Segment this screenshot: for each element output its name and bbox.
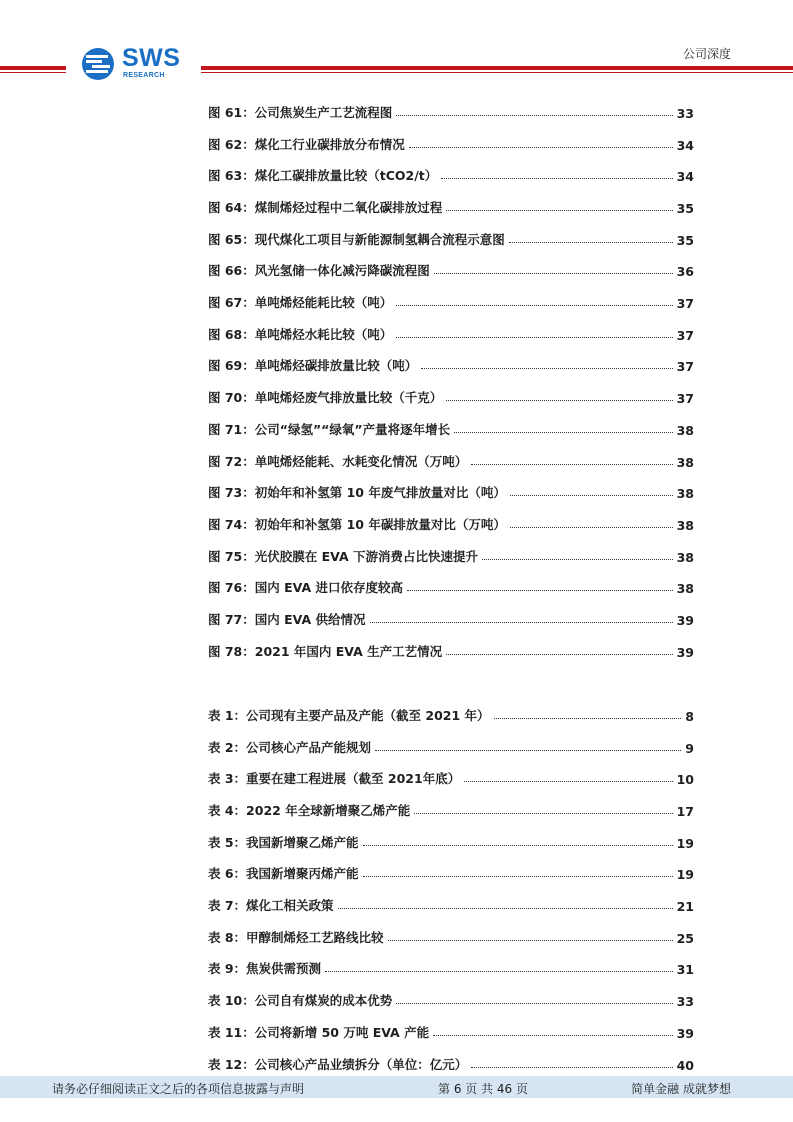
toc-page-number: 40 [676, 1058, 694, 1073]
leader-dots [407, 589, 673, 591]
toc-label: 图 68：单吨烯烃水耗比较（吨） [208, 327, 393, 342]
toc-label: 表 11：公司将新增 50 万吨 EVA 产能 [208, 1025, 430, 1040]
toc-label: 表 6：我国新增聚丙烯产能 [208, 866, 359, 881]
toc-label: 图 61：公司焦炭生产工艺流程图 [208, 105, 393, 120]
toc-page-number: 38 [676, 550, 694, 565]
toc-row[interactable] [208, 1021, 694, 1041]
leader-dots [396, 336, 672, 338]
toc-page-number: 37 [676, 391, 694, 406]
toc-row[interactable] [208, 576, 694, 596]
leader-dots [363, 844, 673, 846]
toc-label: 图 70：单吨烯烃废气排放量比较（千克） [208, 390, 443, 405]
toc-page-number: 35 [676, 201, 694, 216]
toc-page-number: 34 [676, 138, 694, 153]
leader-dots [510, 526, 673, 528]
footer-slogan: 简单金融 成就梦想 [631, 1082, 731, 1096]
toc-label: 表 5：我国新增聚乙烯产能 [208, 835, 359, 850]
toc-label: 图 67：单吨烯烃能耗比较（吨） [208, 295, 393, 310]
toc-label: 图 74：初始年和补氢第 10 年碳排放量对比（万吨） [208, 517, 506, 532]
leader-dots [370, 621, 673, 623]
leader-dots [338, 907, 673, 909]
toc-row[interactable] [208, 386, 694, 406]
logo-text: SWS [122, 44, 181, 72]
toc-label: 图 65：现代煤化工项目与新能源制氢耦合流程示意图 [208, 232, 505, 247]
toc-page-number: 31 [676, 962, 694, 977]
toc-page-number: 38 [676, 486, 694, 501]
toc-label: 表 8：甲醇制烯烃工艺路线比较 [208, 930, 384, 945]
leader-dots [509, 241, 673, 243]
toc-label: 图 75：光伏胶膜在 EVA 下游消费占比快速提升 [208, 549, 478, 564]
toc-row[interactable] [208, 133, 694, 153]
toc-label: 表 3：重要在建工程进展（截至 2021年底） [208, 771, 461, 786]
toc-page-number: 21 [676, 899, 694, 914]
leader-dots [471, 463, 672, 465]
toc-label: 图 69：单吨烯烃碳排放量比较（吨） [208, 358, 418, 373]
toc-row[interactable] [208, 767, 694, 787]
toc-label: 表 9：焦炭供需预测 [208, 961, 322, 976]
leader-dots [325, 970, 673, 972]
toc-row[interactable] [208, 862, 694, 882]
toc-row[interactable] [208, 608, 694, 628]
header-rule-left [0, 66, 66, 70]
footer-page-info: 第 6 页 共 46 页 [438, 1082, 528, 1096]
leader-dots [396, 304, 672, 306]
toc-label: 图 73：初始年和补氢第 10 年废气排放量对比（吨） [208, 485, 506, 500]
toc-row[interactable] [208, 545, 694, 565]
leader-dots [363, 875, 673, 877]
toc-row[interactable] [208, 164, 694, 184]
toc-page-number: 33 [676, 994, 694, 1009]
toc-page-number: 37 [676, 328, 694, 343]
toc-page-number: 33 [676, 106, 694, 121]
toc-label: 表 12：公司核心产品业绩拆分（单位：亿元） [208, 1057, 468, 1072]
leader-dots [482, 558, 673, 560]
toc-page-number: 36 [676, 264, 694, 279]
leader-dots [388, 939, 673, 941]
toc-page-number: 8 [685, 709, 694, 724]
toc-page-number: 9 [685, 741, 694, 756]
toc-row[interactable] [208, 291, 694, 311]
toc-row[interactable] [208, 450, 694, 470]
leader-dots [396, 114, 672, 116]
leader-dots [433, 1034, 673, 1036]
leader-dots [434, 272, 673, 274]
toc-page-number: 39 [676, 645, 694, 660]
leader-dots [396, 1002, 672, 1004]
toc-row[interactable] [208, 323, 694, 343]
sws-logo-icon [80, 46, 116, 82]
header-rule-right-thin [201, 72, 793, 73]
leader-dots [494, 717, 682, 719]
toc-page-number: 38 [676, 581, 694, 596]
toc-label: 图 76：国内 EVA 进口依存度较高 [208, 580, 403, 595]
toc-row[interactable] [208, 704, 694, 724]
toc-row[interactable] [208, 101, 694, 121]
toc-row[interactable] [208, 957, 694, 977]
leader-dots [441, 177, 672, 179]
leader-dots [510, 494, 673, 496]
toc-label: 图 71：公司“绿氢”“绿氧”产量将逐年增长 [208, 422, 451, 437]
header-rule-right [201, 66, 793, 70]
toc-page-number: 17 [676, 804, 694, 819]
toc-row[interactable] [208, 640, 694, 660]
sws-logo [80, 44, 192, 80]
leader-dots [471, 1066, 672, 1068]
toc-label: 图 64：煤制烯烃过程中二氧化碳排放过程 [208, 200, 443, 215]
toc-page-number: 37 [676, 296, 694, 311]
toc-page-number: 25 [676, 931, 694, 946]
toc-label: 图 63：煤化工碳排放量比较（tCO2/t） [208, 168, 438, 183]
leader-dots [421, 367, 672, 369]
page-footer [0, 1076, 793, 1098]
toc-row[interactable] [208, 418, 694, 438]
toc-label: 表 10：公司自有煤炭的成本优势 [208, 993, 393, 1008]
toc-label: 表 7：煤化工相关政策 [208, 898, 334, 913]
toc-page-number: 38 [676, 518, 694, 533]
toc-row[interactable] [208, 989, 694, 1009]
toc-row[interactable] [208, 259, 694, 279]
toc-row[interactable] [208, 736, 694, 756]
toc-page-number: 10 [676, 772, 694, 787]
leader-dots [446, 399, 672, 401]
leader-dots [414, 812, 672, 814]
toc-page-number: 34 [676, 169, 694, 184]
toc-page-number: 39 [676, 1026, 694, 1041]
leader-dots [409, 146, 673, 148]
toc-page-number: 35 [676, 233, 694, 248]
toc-label: 表 4：2022 年全球新增聚乙烯产能 [208, 803, 411, 818]
toc-label: 图 78：2021 年国内 EVA 生产工艺情况 [208, 644, 443, 659]
toc-row[interactable] [208, 513, 694, 533]
toc-page-number: 38 [676, 423, 694, 438]
report-type-tag: 公司深度 [682, 47, 731, 61]
toc-row[interactable] [208, 1053, 694, 1073]
toc-row[interactable] [208, 481, 694, 501]
leader-dots [464, 780, 672, 782]
leader-dots [375, 749, 681, 751]
toc-row[interactable] [208, 831, 694, 851]
toc-row[interactable] [208, 894, 694, 914]
footer-disclaimer: 请务必仔细阅读正文之后的各项信息披露与声明 [52, 1082, 305, 1096]
toc-label: 图 77：国内 EVA 供给情况 [208, 612, 366, 627]
toc-row[interactable] [208, 799, 694, 819]
logo-subtext: RESEARCH [123, 72, 165, 79]
toc-row[interactable] [208, 228, 694, 248]
leader-dots [446, 209, 672, 211]
header-rule-left-thin [0, 72, 66, 73]
toc-label: 图 72：单吨烯烃能耗、水耗变化情况（万吨） [208, 454, 468, 469]
toc-page-number: 37 [676, 359, 694, 374]
toc-row[interactable] [208, 354, 694, 374]
toc-label: 图 66：风光氢储一体化减污降碳流程图 [208, 263, 430, 278]
toc-page-number: 19 [676, 867, 694, 882]
toc-row[interactable] [208, 196, 694, 216]
leader-dots [446, 653, 672, 655]
toc-label: 图 62：煤化工行业碳排放分布情况 [208, 137, 405, 152]
toc-page-number: 38 [676, 455, 694, 470]
toc-label: 表 2：公司核心产品产能规划 [208, 740, 372, 755]
toc-page-number: 39 [676, 613, 694, 628]
toc-label: 表 1：公司现有主要产品及产能（截至 2021 年） [208, 708, 490, 723]
leader-dots [454, 431, 672, 433]
toc-page-number: 19 [676, 836, 694, 851]
toc-row[interactable] [208, 926, 694, 946]
